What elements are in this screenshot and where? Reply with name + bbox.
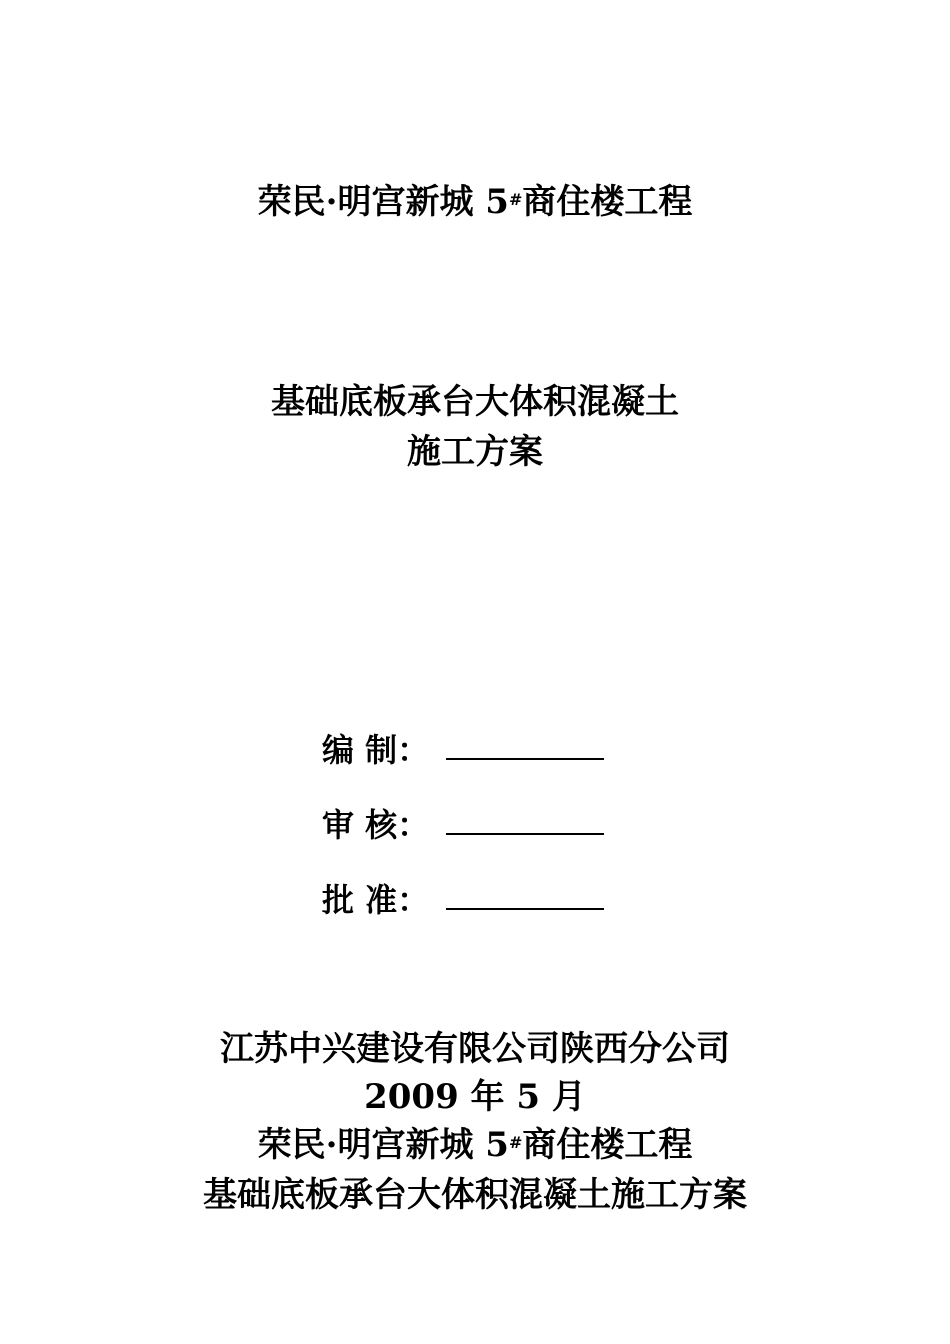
signature-blank-line	[446, 803, 604, 835]
plan-title-line2: 施工方案	[407, 432, 543, 472]
signature-blank-line	[446, 728, 604, 760]
footer-plan-title: 基础底板承台大体积混凝土施工方案	[203, 1175, 747, 1215]
signature-blank-line	[446, 878, 604, 910]
company-name: 江苏中兴建设有限公司陕西分公司	[220, 1029, 730, 1069]
signature-reviewed-by: 审 核：	[322, 803, 604, 847]
project-name: 荣民·明宫新城 5#商住楼工程	[257, 182, 693, 222]
issue-date: 2009 年 5 月	[364, 1077, 586, 1117]
footer-project-name: 荣民·明宫新城 5#商住楼工程	[257, 1125, 693, 1165]
signature-approved-by: 批 准：	[322, 878, 604, 922]
signature-compiled-by: 编 制：	[322, 728, 604, 772]
plan-title-line1: 基础底板承台大体积混凝土	[271, 382, 679, 422]
